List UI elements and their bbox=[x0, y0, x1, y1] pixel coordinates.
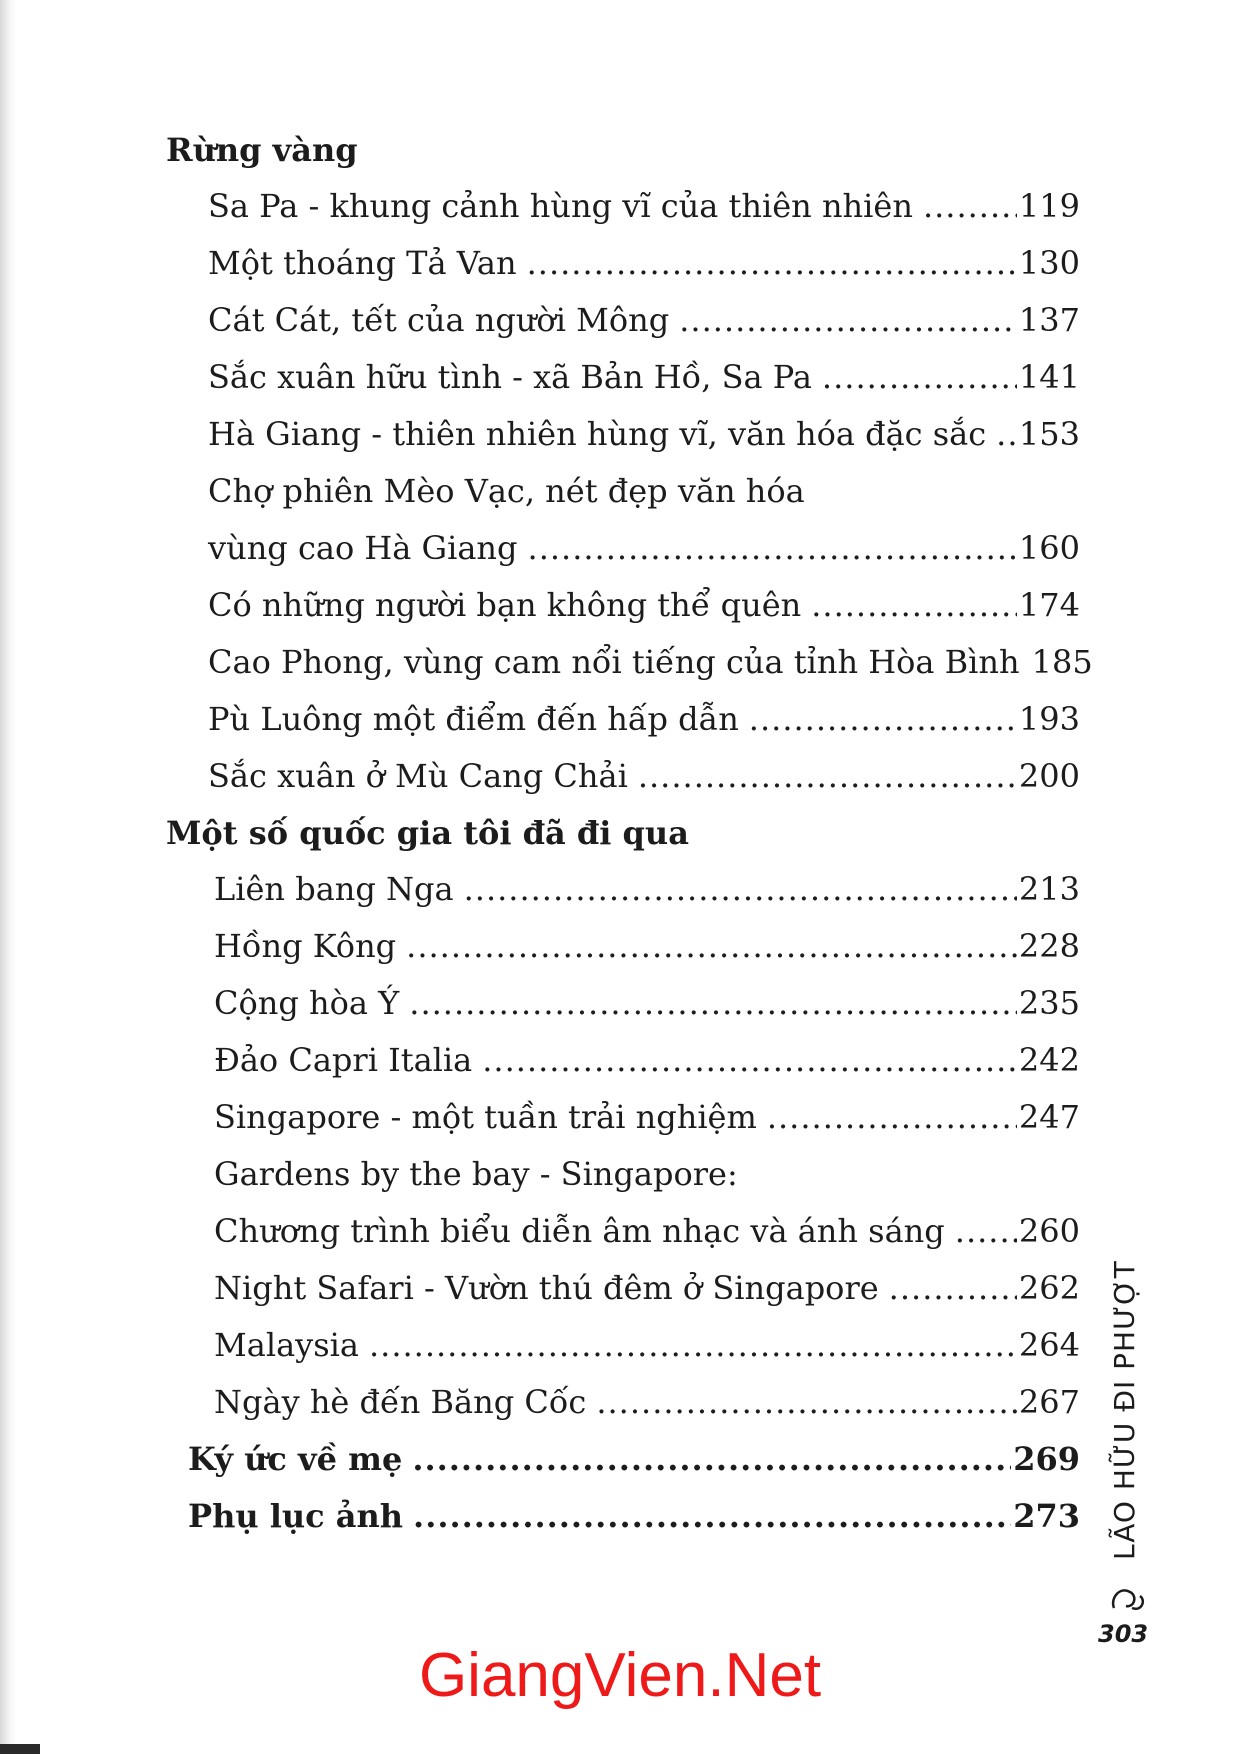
entry-page: 119 bbox=[1018, 187, 1080, 225]
toc-entry-top-level bbox=[188, 1437, 1080, 1494]
section-title: Rừng vàng bbox=[166, 131, 358, 169]
leader-dots bbox=[596, 1380, 1017, 1424]
toc-entry bbox=[208, 355, 1080, 412]
leader-dots bbox=[527, 241, 1017, 285]
leader-dots bbox=[413, 1494, 1011, 1538]
leader-dots bbox=[464, 867, 1017, 911]
entry-label: Hồng Kông bbox=[214, 927, 397, 965]
entry-page: 137 bbox=[1018, 301, 1080, 339]
entry-page: 174 bbox=[1018, 586, 1080, 624]
toc-entry bbox=[208, 412, 1080, 469]
leader-dots bbox=[679, 298, 1017, 342]
toc-entry bbox=[214, 1038, 1080, 1095]
toc-entry bbox=[208, 640, 1093, 697]
entry-label: Đảo Capri Italia bbox=[214, 1041, 473, 1079]
entry-label: Cát Cát, tết của người Mông bbox=[208, 301, 670, 339]
entry-page: 262 bbox=[1018, 1269, 1080, 1307]
entry-label-line1: Gardens by the bay - Singapore: bbox=[214, 1155, 738, 1193]
toc-entry bbox=[214, 1323, 1080, 1380]
entry-label: Night Safari - Vườn thú đêm ở Singapore bbox=[214, 1269, 879, 1307]
entry-page: 160 bbox=[1018, 529, 1080, 567]
entry-page: 273 bbox=[1013, 1497, 1080, 1535]
entry-page: 228 bbox=[1018, 927, 1080, 965]
entry-label: Hà Giang - thiên nhiên hùng vĩ, văn hóa đặc sắc bbox=[208, 415, 987, 453]
leader-dots bbox=[822, 355, 1017, 399]
entry-label: Malaysia bbox=[214, 1326, 359, 1364]
entry-label: Ký ức về mẹ bbox=[188, 1440, 403, 1478]
entry-page: 130 bbox=[1018, 244, 1080, 282]
leader-dots bbox=[923, 184, 1017, 228]
entry-label: vùng cao Hà Giang bbox=[208, 529, 518, 567]
toc-entry bbox=[214, 1380, 1080, 1437]
entry-page: 153 bbox=[1018, 415, 1080, 453]
leader-dots bbox=[996, 412, 1017, 456]
toc-entry bbox=[208, 754, 1080, 811]
leader-dots bbox=[955, 1209, 1017, 1253]
toc-entry bbox=[208, 583, 1080, 640]
leader-dots bbox=[369, 1323, 1017, 1367]
toc-entry bbox=[208, 298, 1080, 355]
entry-page: 260 bbox=[1018, 1212, 1080, 1250]
toc-entry bbox=[208, 184, 1080, 241]
entry-label: Pù Luông một điểm đến hấp dẫn bbox=[208, 700, 739, 738]
entry-label: Cộng hòa Ý bbox=[214, 984, 400, 1022]
leader-dots bbox=[811, 583, 1017, 627]
entry-label: Cao Phong, vùng cam nổi tiếng của tỉnh Hòa Bình bbox=[208, 643, 1020, 681]
page-edge-shadow bbox=[0, 0, 16, 1754]
entry-label-line1: Chợ phiên Mèo Vạc, nét đẹp văn hóa bbox=[208, 472, 805, 510]
entry-page: 200 bbox=[1018, 757, 1080, 795]
section-block bbox=[160, 811, 1080, 1551]
entry-label: Liên bang Nga bbox=[214, 870, 454, 908]
entry-label: Sắc xuân hữu tình - xã Bản Hồ, Sa Pa bbox=[208, 358, 812, 396]
entry-page: 193 bbox=[1018, 700, 1080, 738]
section-title: Một số quốc gia tôi đã đi qua bbox=[166, 814, 689, 852]
entry-page: 242 bbox=[1018, 1041, 1080, 1079]
page-corner-mark bbox=[0, 1744, 40, 1754]
toc-entry bbox=[214, 1209, 1080, 1266]
entry-label: Có những người bạn không thể quên bbox=[208, 586, 802, 624]
toc-entry bbox=[214, 924, 1080, 981]
leader-dots bbox=[409, 981, 1017, 1025]
swirl-ornament-icon bbox=[1108, 1578, 1148, 1618]
entry-page: 247 bbox=[1018, 1098, 1080, 1136]
page-number: 303 bbox=[1098, 1620, 1149, 1648]
watermark: GiangVien.Net bbox=[418, 1641, 822, 1710]
entry-label: Chương trình biểu diễn âm nhạc và ánh sáng bbox=[214, 1212, 945, 1250]
running-book-title: LÃO HỮU ĐI PHƯỢT bbox=[1108, 1260, 1141, 1560]
leader-dots bbox=[412, 1437, 1011, 1481]
table-of-contents bbox=[160, 128, 1093, 1551]
entry-page: 235 bbox=[1018, 984, 1080, 1022]
entry-page: 213 bbox=[1018, 870, 1080, 908]
toc-entry bbox=[214, 867, 1080, 924]
leader-dots bbox=[638, 754, 1017, 798]
entry-label: Ngày hè đến Băng Cốc bbox=[214, 1383, 587, 1421]
entry-page: 141 bbox=[1018, 358, 1080, 396]
entry-label: Sắc xuân ở Mù Cang Chải bbox=[208, 757, 628, 795]
entry-page: 267 bbox=[1018, 1383, 1080, 1421]
entry-label: Một thoáng Tả Van bbox=[208, 244, 517, 282]
entry-label: Phụ lục ảnh bbox=[188, 1497, 404, 1535]
entry-label: Sa Pa - khung cảnh hùng vĩ của thiên nhiên bbox=[208, 187, 913, 225]
toc-entry bbox=[208, 526, 1080, 583]
entry-label: Singapore - một tuần trải nghiệm bbox=[214, 1098, 757, 1136]
toc-entry-top-level bbox=[188, 1494, 1080, 1551]
leader-dots bbox=[749, 697, 1017, 741]
toc-entry bbox=[208, 697, 1080, 754]
toc-entry bbox=[214, 981, 1080, 1038]
toc-entry bbox=[214, 1095, 1080, 1152]
leader-dots bbox=[889, 1266, 1017, 1310]
toc-entry bbox=[214, 1266, 1080, 1323]
leader-dots bbox=[767, 1095, 1017, 1139]
toc-entry bbox=[208, 241, 1080, 298]
entry-page: 269 bbox=[1013, 1440, 1080, 1478]
entry-page: 185 bbox=[1031, 643, 1093, 681]
leader-dots bbox=[406, 924, 1017, 968]
entry-page: 264 bbox=[1018, 1326, 1080, 1364]
leader-dots bbox=[528, 526, 1017, 570]
leader-dots bbox=[482, 1038, 1017, 1082]
